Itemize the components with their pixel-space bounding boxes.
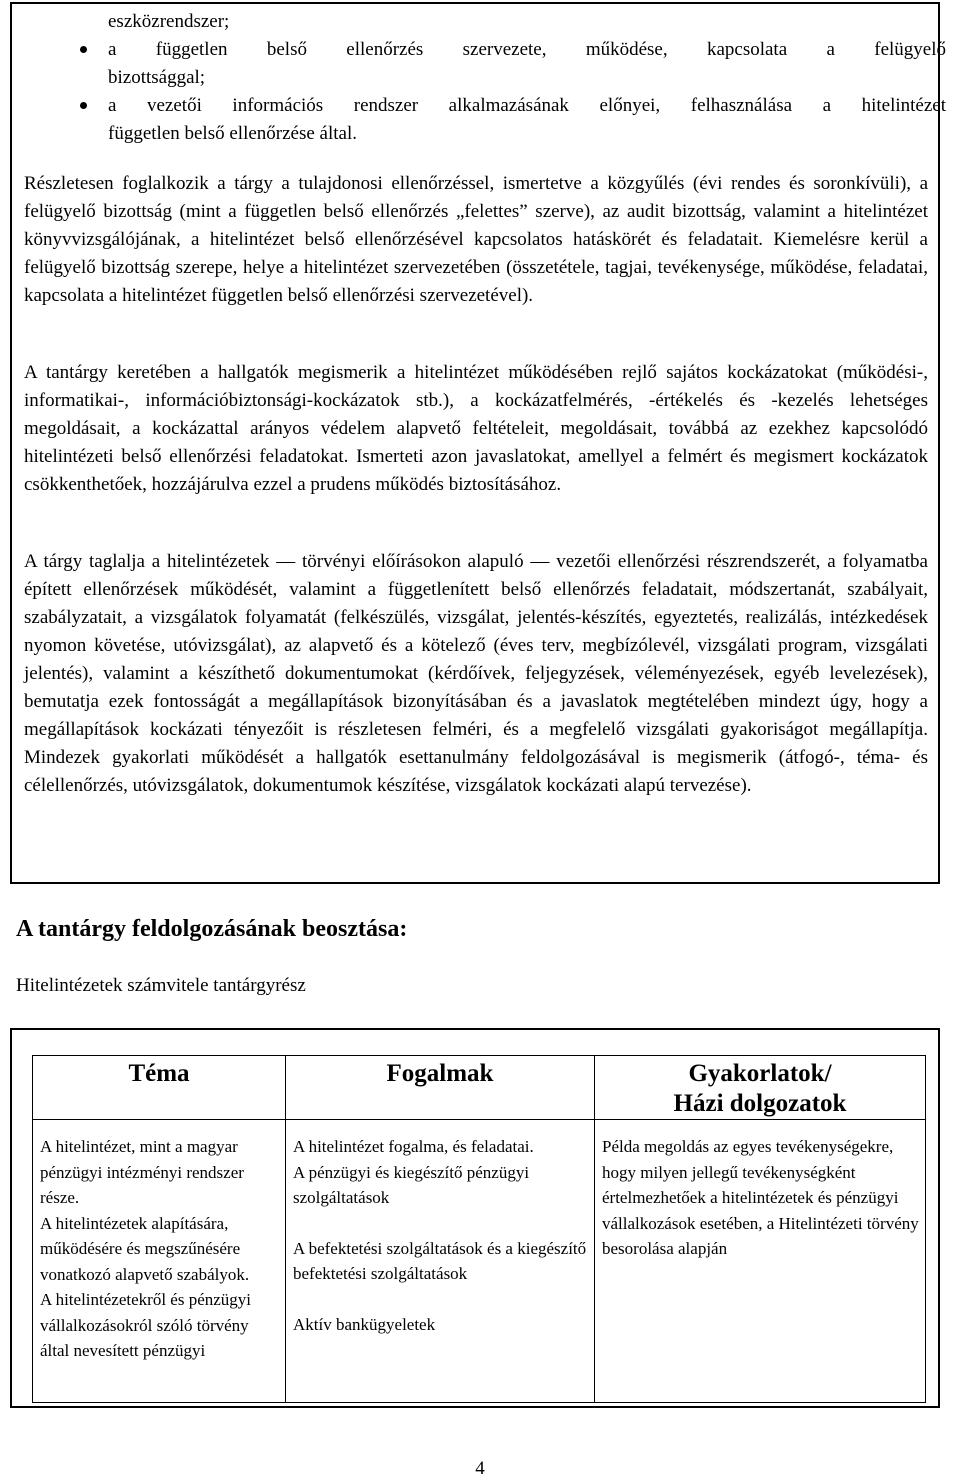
table-cell-topic	[33, 1120, 286, 1403]
column-header-concepts: Fogalmak	[286, 1056, 595, 1120]
section-heading: A tantárgy feldolgozásának beosztása:	[16, 916, 408, 942]
paragraph-ownership-control: Részletesen foglalkozik a tárgy a tulajdonosi ellenőrzéssel, ismertetve a közgyűlés (évi rendes és soronkívüli), a felügyelő bizottság (mint a független belső ellenőrzés „felettes” szerve), az audit bizottság, valamint a hitelintézet könyvvizsgálójának, a hitelintézet belső ellenőrzésével kapcsolatos hatáskörét és feladatait. Kiemelésre kerül a felügyelő bizottság szerepe, helye a hitelintézet szervezetében (összetétele, tagjai, tevékenysége, működése, feladatai, kapcsolata a hitelintézet független belső ellenőrzési szervezetével).	[24, 173, 928, 306]
concept-item: A pénzügyi és kiegészítő pénzügyi szolgáltatások	[293, 1162, 530, 1207]
paragraph-risk-management: A tantárgy keretében a hallgatók megismerik a hitelintézet működésében rejlő sajátos kockázatokat (működési-, informatikai-, információbiztonsági-kockázatok stb.), a kockázatfelmérés, -értékelés és -kezelés lehetséges megoldásait, a kockázattal arányos védelem alapvető feltételeit, megoldásait, továbbá az ezekhez kapcsolódó hitelintézeti belső ellenőrzési feladatokat. Ismerteti azon javaslatokat, amellyel a felmért és megismert kockázatok csökkenthetőek, hozzájárulva ezzel a prudens működés biztosításához.	[24, 362, 928, 495]
spacer	[293, 1287, 590, 1312]
table-cell-concepts	[286, 1120, 595, 1403]
bullet-list	[108, 8, 946, 148]
page-number: 4	[475, 1458, 485, 1479]
exercise-item: Példa megoldás az egyes tevékenységekre, hogy milyen jellegű tevékenységként értelmezhetőek a hitelintézetek és pénzügyi vállalkozások esetében, a Hitelintézeti törvény besorolása alapján	[602, 1137, 919, 1258]
topic-item: A hitelintézet, mint a magyar pénzügyi intézményi rendszer része.	[40, 1137, 244, 1207]
column-header-exercises-text	[599, 1059, 921, 1119]
bullet-item: a független belső ellenőrzés szervezete, működése, kapcsolata a felügyelő	[108, 36, 946, 64]
bullet-item-continuation: független belső ellenőrzése által.	[108, 123, 358, 144]
column-header-exercises	[595, 1056, 926, 1120]
bullet-item: a vezetői információs rendszer alkalmazásának előnyei, felhasználása a hitelintézet	[108, 92, 946, 120]
bullet-continuation-line: eszközrendszer;	[108, 11, 230, 32]
paragraph-internal-audit: A tárgy taglalja a hitelintézetek — törvényi előírásokon alapuló — vezetői ellenőrzési részrendszerét, a folyamatba épített ellenőrzések működését, valamint a függetlenített belső ellenőrzés feladatait, módszertanát, szabályait, szabályzatait, a vizsgálatok folyamatát (felkészülés, vizsgálat, jelentés-készítés, egyeztetés, realizálás, intézkedések nyomon követése, utóvizsgálat), az alapvető és a kötelező (éves terv, megbízólevél, vizsgálati program, vizsgálati jelentés), valamint a készíthető dokumentumokat (kérdőívek, feljegyzések, véleményezések, egyéb levelezések), bemutatja ezek fontosságát a megállapítások bizonyításában és a javaslatok megtételében mindezt úgy, hogy a megállapítások kockázati tényezőit is részletesen felméri, és a megfelelő vizsgálati gyakoriságot megállapítja. Mindezek gyakorlati működését a hallgatók esettanulmány feldolgozásával is megismerik (átfogó-, téma- és célellenőrzés, utóvizsgálatok, dokumentumok készítése, vizsgálatok kockázati alapú tervezése).	[24, 551, 928, 796]
column-header-exercises-line: Gyakorlatok/	[688, 1060, 832, 1087]
concept-item: A hitelintézet fogalma, és feladatai.	[293, 1137, 534, 1156]
column-header-topic: Téma	[33, 1056, 286, 1120]
table-cell-exercises	[595, 1120, 926, 1403]
bullet-item-continuation: bizottsággal;	[108, 67, 206, 88]
spacer	[293, 1211, 590, 1236]
topic-item: A hitelintézetekről és pénzügyi vállalkozásokról szóló törvény által nevesített pénzügyi	[40, 1290, 252, 1360]
topic-item: A hitelintézetek alapítására, működésére és megszűnésére vonatkozó alapvető szabályok.	[40, 1213, 250, 1284]
concept-item: Aktív bankügyeletek	[293, 1314, 436, 1334]
concept-item: A befektetési szolgáltatások és a kiegészítő befektetési szolgáltatások	[293, 1238, 587, 1283]
column-header-exercises-line: Házi dolgozatok	[673, 1090, 847, 1117]
schedule-table	[32, 1055, 926, 1403]
subsection-title: Hitelintézetek számvitele tantárgyrész	[16, 975, 306, 996]
